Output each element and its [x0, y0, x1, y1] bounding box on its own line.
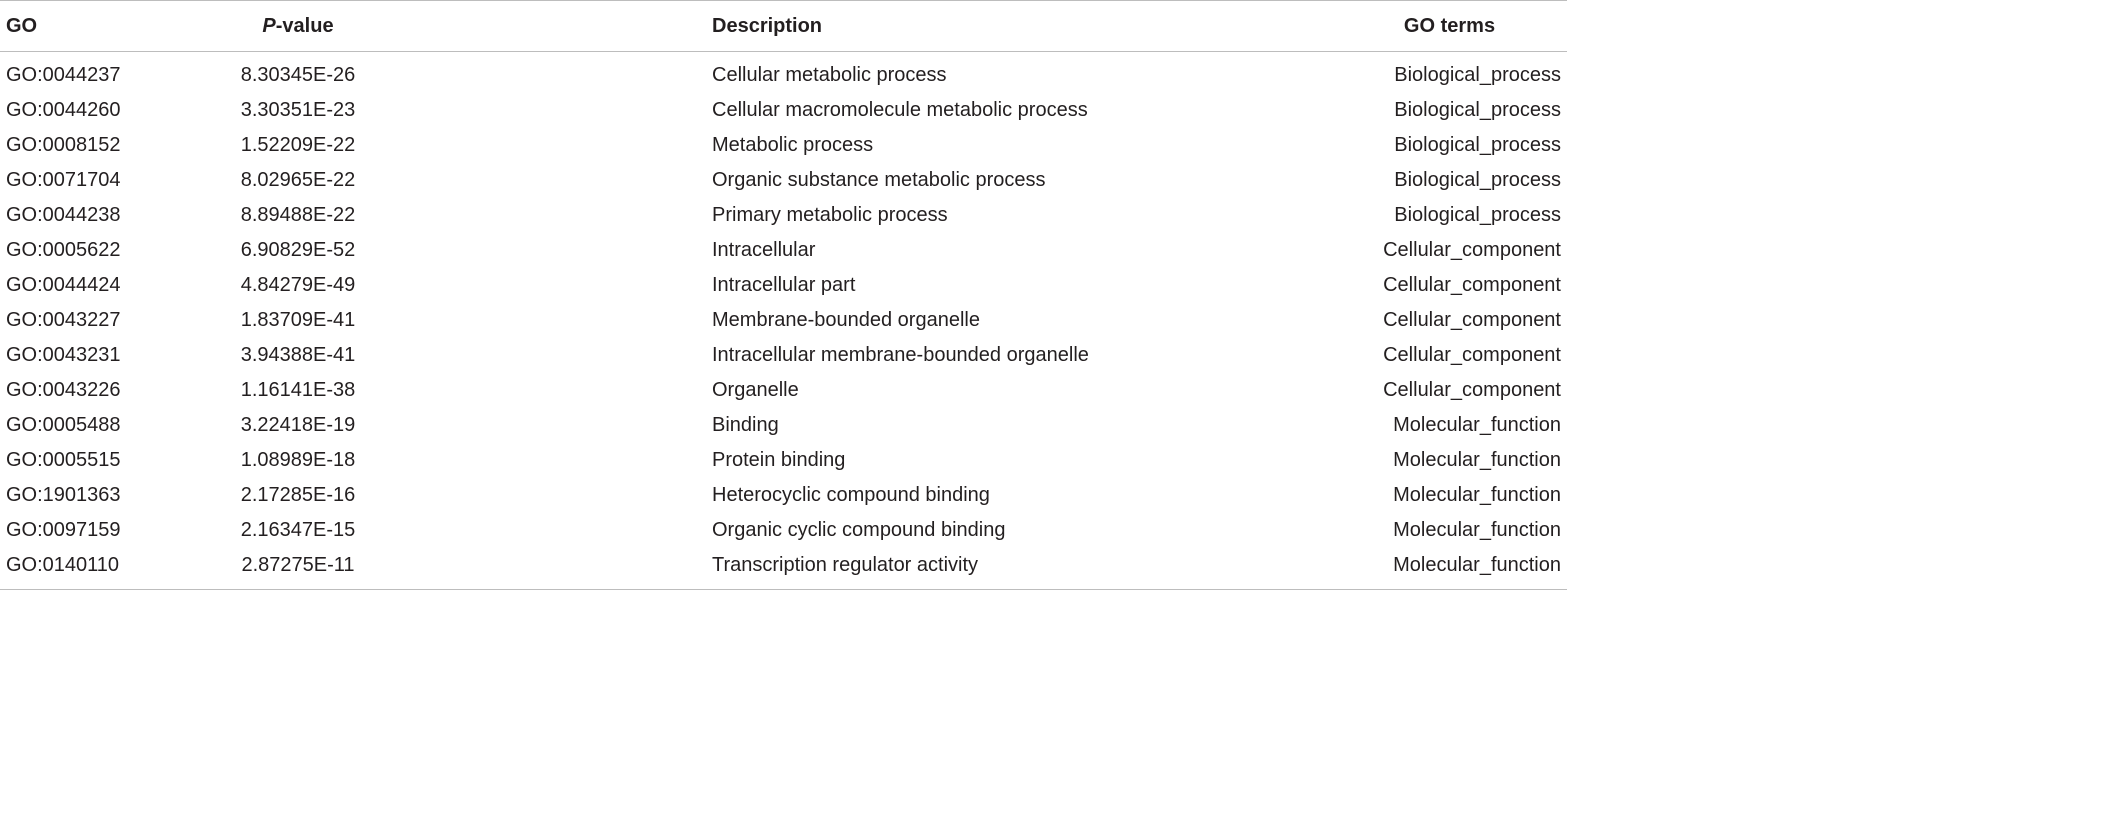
- cell-go-term: [1316, 408, 1567, 443]
- cell-go-id-text: GO:0071704: [6, 169, 121, 191]
- cell-go-term-text: Molecular_function: [1393, 484, 1561, 506]
- cell-pvalue-text: 8.30345E-26: [240, 64, 356, 86]
- cell-description: [596, 198, 1316, 233]
- table-row: [0, 408, 1567, 443]
- cell-description: [596, 443, 1316, 478]
- cell-go-term: [1316, 198, 1567, 233]
- cell-pvalue: [240, 338, 596, 373]
- table-row: [0, 478, 1567, 513]
- header-pvalue-rest: -value: [275, 14, 334, 37]
- cell-go-term: [1316, 93, 1567, 128]
- table-row: [0, 268, 1567, 303]
- table-row: [0, 513, 1567, 548]
- cell-description-text: Transcription regulator activity: [712, 554, 979, 576]
- cell-description-text: Intracellular membrane-bounded organelle: [712, 344, 1089, 366]
- cell-description: [596, 93, 1316, 128]
- table-row: [0, 338, 1567, 373]
- cell-go-term-text: Cellular_component: [1383, 344, 1561, 366]
- cell-pvalue: [240, 443, 596, 478]
- cell-go-term: [1316, 338, 1567, 373]
- cell-go-term-text: Molecular_function: [1393, 554, 1561, 576]
- cell-go-id-text: GO:0008152: [6, 134, 121, 156]
- cell-pvalue: [240, 93, 596, 128]
- cell-go-term: [1316, 128, 1567, 163]
- header-pvalue: [262, 1, 596, 52]
- cell-description-text: Metabolic process: [712, 134, 874, 156]
- cell-description-text: Cellular metabolic process: [712, 64, 947, 86]
- table-row: [0, 373, 1567, 408]
- cell-description: [596, 408, 1316, 443]
- cell-go-id-text: GO:0140110: [6, 554, 120, 576]
- cell-pvalue: [240, 303, 596, 338]
- cell-pvalue: [240, 478, 596, 513]
- table-row: [0, 52, 1567, 94]
- cell-pvalue-text: 2.17285E-16: [240, 484, 356, 506]
- cell-description: [596, 548, 1316, 590]
- cell-description: [596, 128, 1316, 163]
- cell-description-text: Membrane-bounded organelle: [712, 309, 980, 331]
- table-row: [0, 233, 1567, 268]
- cell-description: [596, 233, 1316, 268]
- cell-go-id-text: GO:0043227: [6, 309, 121, 331]
- cell-description: [596, 163, 1316, 198]
- cell-go-term-text: Molecular_function: [1393, 449, 1561, 471]
- cell-pvalue: [240, 268, 596, 303]
- cell-go-term: [1316, 548, 1567, 590]
- cell-pvalue: [241, 548, 596, 590]
- cell-go-id-text: GO:0043231: [6, 344, 121, 366]
- cell-go-id-text: GO:0043226: [6, 379, 121, 401]
- cell-go-term-text: Cellular_component: [1383, 239, 1561, 261]
- header-description-label: Description: [712, 14, 823, 37]
- cell-go-id-text: GO:0005622: [6, 239, 121, 261]
- cell-go-id-text: GO:0005488: [6, 414, 121, 436]
- table-row: [0, 163, 1567, 198]
- cell-go-term: [1316, 233, 1567, 268]
- cell-pvalue: [240, 52, 596, 94]
- cell-go-id-text: GO:1901363: [6, 484, 121, 506]
- header-row: [0, 1, 1567, 52]
- header-go-terms: [1316, 1, 1567, 52]
- table-row: [0, 443, 1567, 478]
- table-row: [0, 198, 1567, 233]
- cell-pvalue: [240, 408, 596, 443]
- cell-go-id-text: GO:0005515: [6, 449, 121, 471]
- cell-go-term-text: Biological_process: [1394, 64, 1561, 86]
- table-header: [0, 1, 1567, 52]
- cell-pvalue-text: 8.02965E-22: [240, 169, 356, 191]
- cell-description-text: Organelle: [712, 379, 799, 401]
- cell-pvalue-text: 6.90829E-52: [240, 239, 356, 261]
- header-description: [596, 1, 1316, 52]
- cell-go-id-text: GO:0044237: [6, 64, 121, 86]
- cell-go-term-text: Cellular_component: [1383, 274, 1561, 296]
- cell-go-id-text: GO:0097159: [6, 519, 121, 541]
- cell-go-id-text: GO:0044238: [6, 204, 121, 226]
- table-body: [0, 52, 1567, 590]
- cell-pvalue: [240, 233, 596, 268]
- header-pvalue-label: [18, 15, 578, 38]
- table-row: [0, 128, 1567, 163]
- cell-go-term: [1316, 373, 1567, 408]
- cell-description-text: Organic cyclic compound binding: [712, 519, 1006, 541]
- cell-description-text: Cellular macromolecule metabolic process: [712, 99, 1088, 121]
- cell-go-term-text: Biological_process: [1394, 99, 1561, 121]
- cell-pvalue-text: 1.83709E-41: [240, 309, 356, 331]
- cell-go-term: [1316, 163, 1567, 198]
- cell-description: [596, 478, 1316, 513]
- cell-go-term: [1316, 478, 1567, 513]
- cell-description: [596, 338, 1316, 373]
- header-pvalue-italic: P: [262, 14, 276, 37]
- cell-pvalue-text: 1.52209E-22: [240, 134, 356, 156]
- cell-description-text: Intracellular part: [712, 274, 856, 296]
- cell-pvalue-text: 3.30351E-23: [240, 99, 356, 121]
- cell-go-term-text: Biological_process: [1394, 134, 1561, 156]
- table-row: [0, 548, 1567, 590]
- table-row: [0, 93, 1567, 128]
- cell-description: [596, 513, 1316, 548]
- cell-pvalue-text: 3.94388E-41: [240, 344, 356, 366]
- cell-go-term: [1316, 443, 1567, 478]
- cell-description: [596, 303, 1316, 338]
- cell-description-text: Heterocyclic compound binding: [712, 484, 990, 506]
- cell-pvalue: [240, 373, 596, 408]
- cell-pvalue-text: 4.84279E-49: [240, 274, 356, 296]
- cell-description: [596, 52, 1316, 94]
- header-go-terms-label: GO terms: [1403, 14, 1496, 37]
- cell-go-term-text: Molecular_function: [1393, 519, 1561, 541]
- cell-pvalue-text: 1.08989E-18: [240, 449, 356, 471]
- cell-go-term: [1316, 268, 1567, 303]
- cell-description-text: Binding: [712, 414, 779, 436]
- cell-description: [596, 268, 1316, 303]
- cell-pvalue-text: 2.16347E-15: [240, 519, 356, 541]
- cell-pvalue: [240, 513, 596, 548]
- cell-pvalue-text: 1.16141E-38: [240, 379, 356, 401]
- cell-pvalue: [240, 163, 596, 198]
- cell-go-term: [1316, 513, 1567, 548]
- header-go-label: GO: [6, 14, 38, 37]
- table-row: [0, 303, 1567, 338]
- cell-pvalue: [240, 128, 596, 163]
- cell-description-text: Intracellular: [712, 239, 816, 261]
- cell-go-term: [1316, 303, 1567, 338]
- cell-go-term-text: Cellular_component: [1383, 309, 1561, 331]
- cell-pvalue-text: 3.22418E-19: [240, 414, 356, 436]
- cell-go-id-text: GO:0044424: [6, 274, 121, 296]
- cell-go-term-text: Biological_process: [1394, 169, 1561, 191]
- cell-go-term-text: Biological_process: [1394, 204, 1561, 226]
- cell-description-text: Primary metabolic process: [712, 204, 948, 226]
- cell-pvalue-text: 2.87275E-11: [241, 554, 355, 576]
- cell-pvalue-text: 8.89488E-22: [240, 204, 356, 226]
- cell-description-text: Protein binding: [712, 449, 846, 471]
- cell-go-term: [1316, 52, 1567, 94]
- cell-pvalue: [240, 198, 596, 233]
- cell-description-text: Organic substance metabolic process: [712, 169, 1046, 191]
- cell-go-term-text: Molecular_function: [1393, 414, 1561, 436]
- cell-go-id-text: GO:0044260: [6, 99, 121, 121]
- cell-description: [596, 373, 1316, 408]
- cell-go-term-text: Cellular_component: [1383, 379, 1561, 401]
